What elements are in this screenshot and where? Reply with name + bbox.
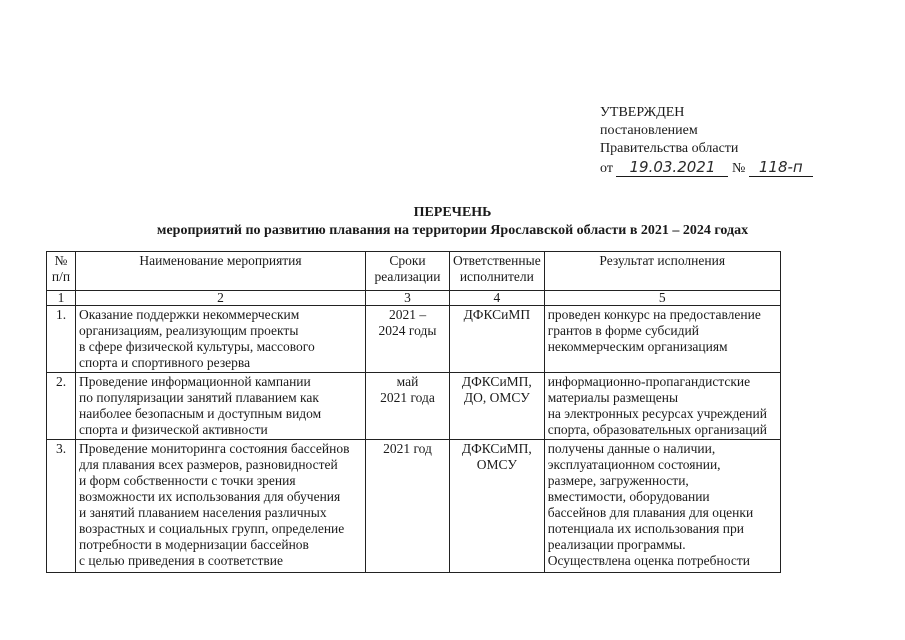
table-row [47, 306, 781, 373]
handwritten-number: 118-п [749, 158, 813, 177]
row-name: Проведение информационной кампании по популяризации занятий плаванием как наиболее безопасным и доступным видом спорта и физической активности [76, 373, 366, 440]
approval-title: УТВЕРЖДЕН [600, 105, 685, 120]
row-period: 2021 – 2024 годы [366, 306, 450, 373]
header-executors: Ответственные исполнители [450, 252, 545, 291]
measures-table [46, 251, 781, 573]
row-period: май 2021 года [366, 373, 450, 440]
row-executors: ДФКСиМП, ОМСУ [450, 440, 545, 573]
header-name: Наименование мероприятия [76, 252, 366, 291]
date-prefix: от [600, 161, 613, 176]
row-name: Проведение мониторинга состояния бассейнов для плавания всех размеров, разновидностей и форм собственности с точки зрения возможности их использования для обучения и занятий плаванием населения различных возрастных и социальных групп, определение потребности в модернизации бассейнов с целью приведения в соответствие [76, 440, 366, 573]
column-number: 4 [450, 291, 545, 306]
column-number: 3 [366, 291, 450, 306]
header-period: Сроки реализации [366, 252, 450, 291]
row-result: получены данные о наличии, эксплуатационном состоянии, размере, загруженности, вместимости, оборудовании бассейнов для плавания для оценки потенциала их использования при реализации программы. Осуществлена оценка потребности [544, 440, 780, 573]
table-row [47, 373, 781, 440]
column-number: 2 [76, 291, 366, 306]
row-result: информационно-пропагандистские материалы размещены на электронных ресурсах учреждений спорта, образовательных организаций [544, 373, 780, 440]
title-main: ПЕРЕЧЕНЬ [413, 205, 492, 220]
table-header-row [47, 252, 781, 291]
approval-by: постановлением [600, 123, 698, 138]
approval-authority: Правительства области [600, 141, 739, 156]
row-number: 3. [47, 440, 76, 573]
row-result: проведен конкурс на предоставление грантов в форме субсидий некоммерческим организациям [544, 306, 780, 373]
row-name: Оказание поддержки некоммерческим организациям, реализующим проекты в сфере физической культуры, массового спорта и спортивного резерва [76, 306, 366, 373]
document-title [0, 204, 905, 240]
approval-stamp [600, 104, 813, 178]
header-number: № п/п [47, 252, 76, 291]
handwritten-date: 19.03.2021 [616, 158, 728, 177]
column-number: 1 [47, 291, 76, 306]
column-number: 5 [544, 291, 780, 306]
row-executors: ДФКСиМП [450, 306, 545, 373]
title-sub: мероприятий по развитию плавания на территории Ярославской области в 2021 – 2024 годах [156, 223, 749, 238]
header-result: Результат исполнения [544, 252, 780, 291]
number-prefix: № [731, 161, 746, 176]
row-number: 1. [47, 306, 76, 373]
approval-date-line [600, 158, 813, 178]
row-number: 2. [47, 373, 76, 440]
row-executors: ДФКСиМП, ДО, ОМСУ [450, 373, 545, 440]
table-row [47, 440, 781, 573]
column-numbers-row [47, 291, 781, 306]
row-period: 2021 год [366, 440, 450, 573]
